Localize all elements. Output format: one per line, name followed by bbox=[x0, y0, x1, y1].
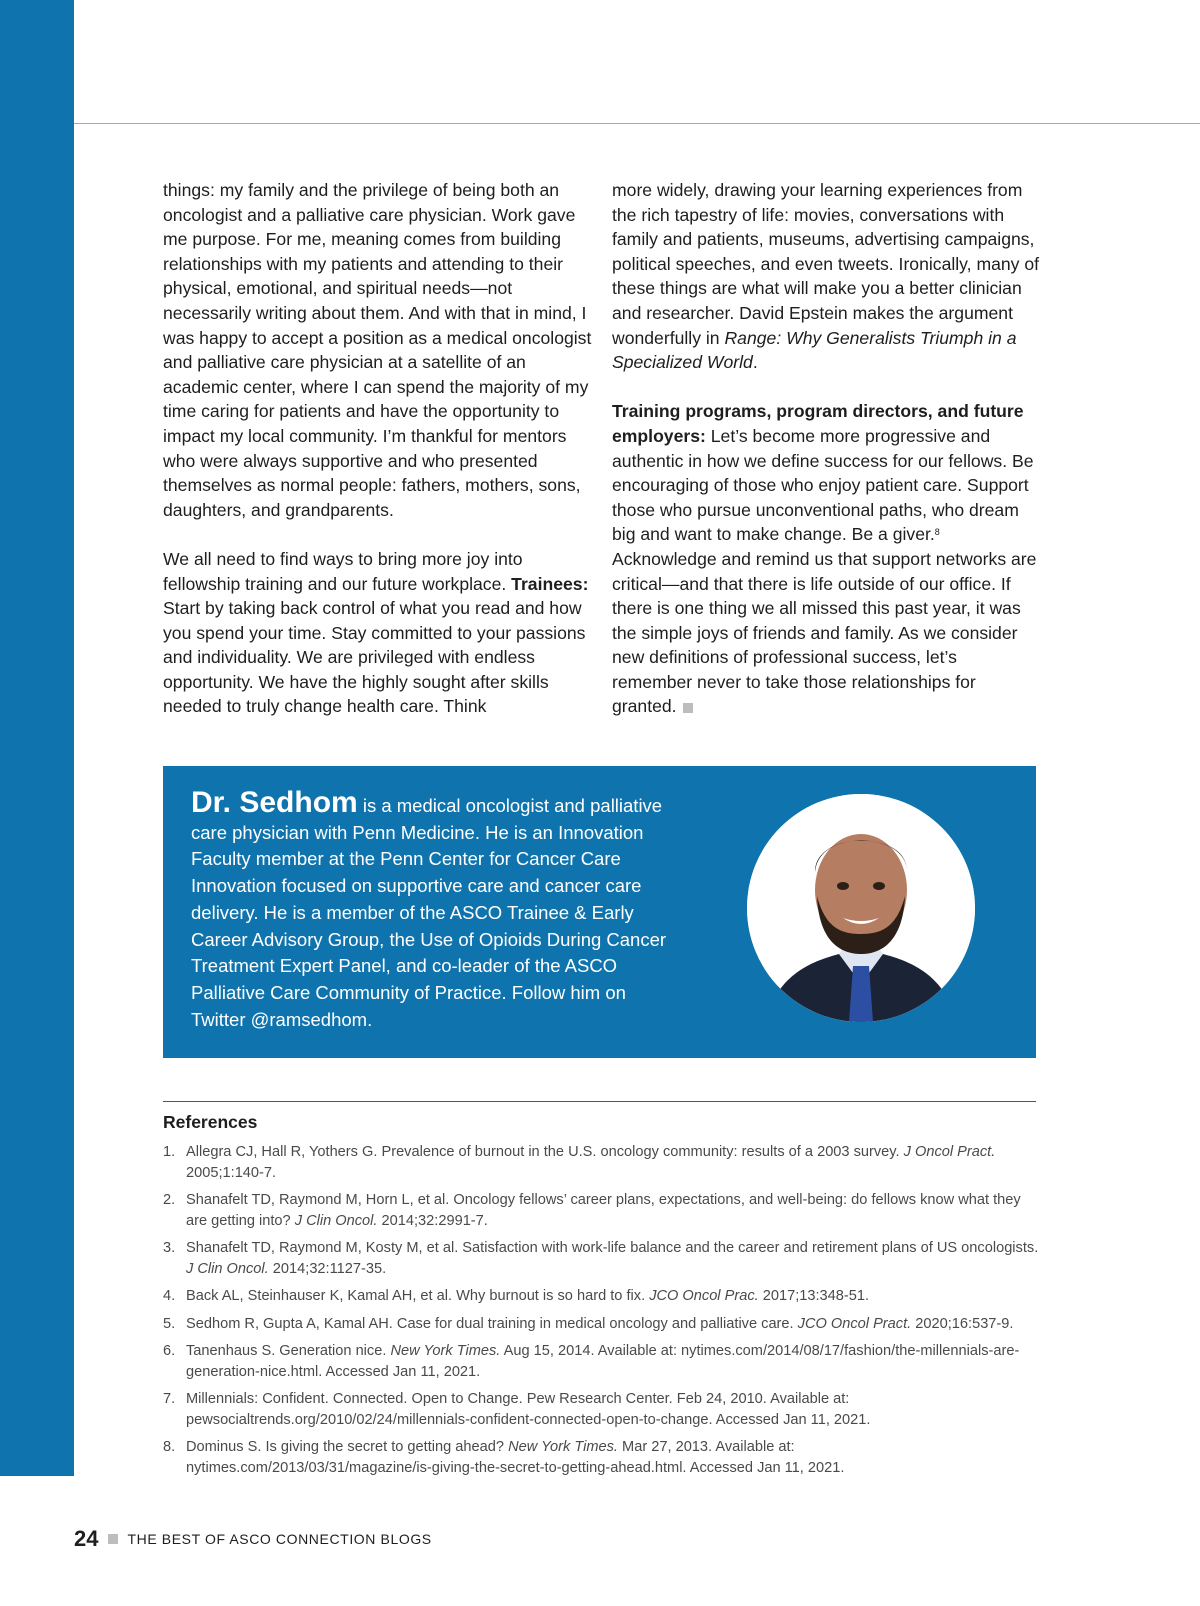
references-heading: References bbox=[163, 1112, 258, 1132]
reference-details: Mar 27, 2013. Available at: nytimes.com/2013/03/31/magazine/is-giving-the-secret-to-getting-ahead.html. Accessed Jan 11, 2021. bbox=[186, 1439, 845, 1476]
reference-item bbox=[163, 1286, 1039, 1307]
reference-text: Millennials: Confident. Connected. Open to Change. Pew Research Center. Feb 24, 2010. Available at: pewsocialtrends.org/2010/02/24/millennials-confident-connected-open-to-change. Accessed Jan 11, 2021. bbox=[186, 1391, 871, 1428]
reference-item bbox=[163, 1314, 1039, 1335]
paragraph: We all need to find ways to bring more joy into fellowship training and our future workplace. Trainees: Start by taking back control of what you read and how you spend your time. Stay committed to your passions and individuality. We are privileged with endless opportunity. We have the highly sought after skills needed to truly change health care. Think bbox=[163, 548, 589, 717]
article-right-column bbox=[612, 178, 1040, 744]
reference-journal: JCO Oncol Prac. bbox=[649, 1288, 759, 1304]
reference-number: 1. bbox=[163, 1144, 176, 1160]
header-rule bbox=[74, 123, 1200, 124]
training-programs-label: Training programs, program directors, and future employers: bbox=[612, 401, 1024, 446]
reference-journal: J Oncol Pract. bbox=[903, 1144, 996, 1160]
reference-details: 2014;32:1127-35. bbox=[272, 1260, 387, 1277]
reference-details: 2014;32:2991-7. bbox=[381, 1212, 488, 1229]
reference-text: Shanafelt TD, Raymond M, Horn L, et al. Oncology fellows’ career plans, expectations, and well-being: do fellows know what they are getting into? bbox=[186, 1192, 1021, 1229]
author-name: Dr. Sedhom bbox=[191, 786, 358, 819]
paragraph: Training programs, program directors, and future employers: Let’s become more progressive and authentic in how we define success for our fellows. Be encouraging of those who enjoy patient care. Support those who pursue unconventional paths, who dream big and want to make change. Be a giver.$^8$ Acknowledge and remind us that support networks are critical—and that there is life outside of our office. If there is one thing we all missed this past year, it was the simple joys of friends and family. As we consider new definitions of professional success, let’s remember never to take those relationships for granted. bbox=[612, 401, 1037, 717]
reference-item bbox=[163, 1341, 1039, 1382]
reference-text: Back AL, Steinhauser K, Kamal AH, et al. Why burnout is so hard to fix. bbox=[186, 1288, 646, 1304]
reference-details: 2020;16:537-9. bbox=[915, 1315, 1014, 1332]
book-title: Range: Why Generalists Triumph in a Specialized World bbox=[612, 327, 1017, 373]
reference-text: Sedhom R, Gupta A, Kamal AH. Case for dual training in medical oncology and palliative care. bbox=[186, 1315, 794, 1332]
author-portrait bbox=[747, 794, 975, 1022]
footer-square-mark bbox=[108, 1534, 118, 1544]
reference-text: Allegra CJ, Hall R, Yothers G. Prevalence of burnout in the U.S. oncology community: results of a 2003 survey. bbox=[186, 1144, 900, 1160]
article-left-column bbox=[163, 178, 593, 744]
reference-details: 2017;13:348-51. bbox=[762, 1288, 870, 1304]
reference-details: 2005;1:140-7. bbox=[186, 1164, 277, 1181]
end-of-article-mark bbox=[683, 703, 693, 713]
reference-item bbox=[163, 1238, 1039, 1279]
reference-item bbox=[163, 1190, 1039, 1231]
reference-number: 4. bbox=[163, 1288, 176, 1304]
reference-number: 6. bbox=[163, 1343, 176, 1359]
reference-journal: New York Times. bbox=[390, 1343, 501, 1359]
references-list bbox=[163, 1142, 1039, 1485]
accent-sidebar bbox=[0, 0, 74, 1476]
reference-number: 5. bbox=[163, 1315, 176, 1332]
reference-text: Dominus S. Is giving the secret to getting ahead? bbox=[186, 1439, 505, 1455]
reference-number: 7. bbox=[163, 1391, 176, 1407]
paragraph: more widely, drawing your learning experiences from the rich tapestry of life: movies, conversations with family and patients, museums, advertising campaigns, political speeches, and even tweets. Ironically, many of these things are what will make you a better clinician and researcher. David Epstein makes the argument wonderfully in Range: Why Generalists Triumph in a Specialized World. bbox=[612, 180, 1040, 373]
reference-number: 3. bbox=[163, 1240, 176, 1256]
paragraph: things: my family and the privilege of being both an oncologist and a palliative care physician. Work gave me purpose. For me, meaning comes from building relationships with my patients and attending to their physical, emotional, and spiritual needs—not necessarily writing about them. And with that in mind, I was happy to accept a position as a medical oncologist and palliative care physician at a satellite of an academic center, where I can spend the majority of my time caring for patients and have the opportunity to impact my local community. I’m thankful for mentors who were always supportive and who presented themselves as normal people: fathers, mothers, sons, daughters, and grandparents. bbox=[163, 180, 592, 520]
reference-journal: New York Times. bbox=[508, 1439, 618, 1455]
author-bio-text bbox=[191, 786, 681, 1033]
reference-item bbox=[163, 1389, 1039, 1430]
reference-item bbox=[163, 1142, 1039, 1183]
reference-number: 8. bbox=[163, 1439, 176, 1455]
citation-superscript: 8 bbox=[934, 527, 940, 538]
author-bio-box bbox=[163, 766, 1036, 1058]
trainees-label: Trainees: bbox=[511, 573, 589, 594]
reference-number: 2. bbox=[163, 1192, 176, 1208]
reference-details: Aug 15, 2014. Available at: nytimes.com/2014/08/17/fashion/the-millennials-are-generation-nice.html. Accessed Jan 11, 2021. bbox=[186, 1343, 1020, 1380]
page-number: 24 bbox=[74, 1526, 99, 1551]
reference-journal: JCO Oncol Pract. bbox=[797, 1315, 912, 1332]
reference-journal: J Clin Oncol. bbox=[294, 1212, 378, 1229]
reference-text: Shanafelt TD, Raymond M, Kosty M, et al. Satisfaction with work-life balance and the career and retirement plans of US oncologists. bbox=[186, 1240, 1039, 1256]
author-description: is a medical oncologist and palliative care physician with Penn Medicine. He is an Innovation Faculty member at the Penn Center for Cancer Care Innovation focused on supportive care and cancer care delivery. He is a member of the ASCO Trainee & Early Career Advisory Group, the Use of Opioids During Cancer Treatment Expert Panel, and co-leader of the ASCO Palliative Care Community of Practice. Follow him on Twitter @ramsedhom. bbox=[191, 795, 667, 1030]
reference-item bbox=[163, 1437, 1039, 1478]
references-rule bbox=[163, 1101, 1036, 1102]
reference-text: Tanenhaus S. Generation nice. bbox=[186, 1343, 387, 1359]
page-footer bbox=[74, 1526, 432, 1552]
publication-title: THE BEST OF ASCO CONNECTION BLOGS bbox=[127, 1531, 432, 1547]
reference-journal: J Clin Oncol. bbox=[186, 1260, 269, 1277]
